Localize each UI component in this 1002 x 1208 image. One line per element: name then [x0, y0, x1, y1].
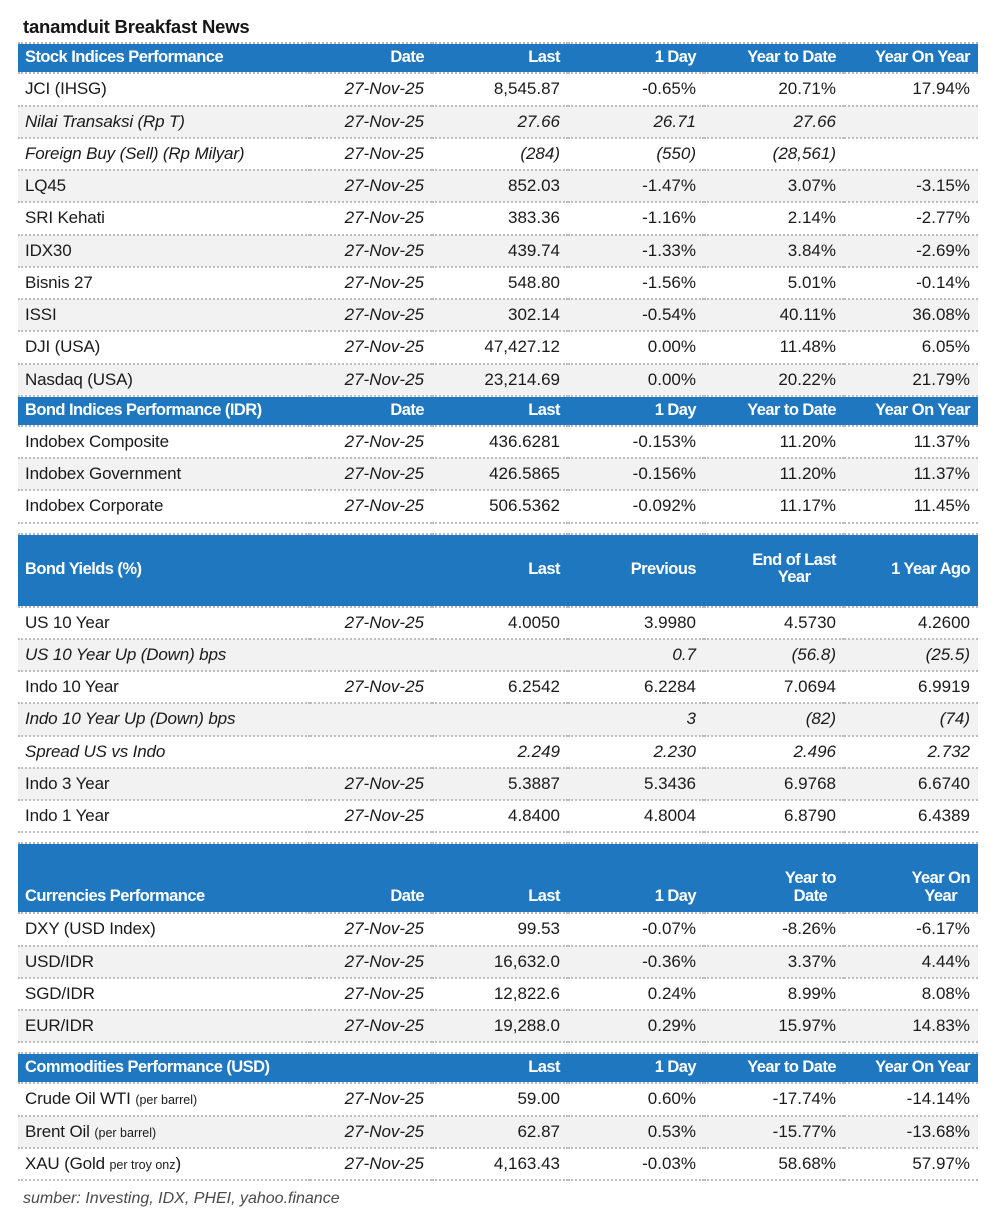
row-ytd: 4.5730: [704, 607, 844, 639]
row-1day: -1.16%: [568, 202, 704, 234]
row-1day: 6.2284: [568, 671, 704, 703]
table-row: [18, 138, 978, 170]
row-label: Brent Oil (per barrel): [18, 1116, 310, 1148]
row-label: Indo 10 Year Up (Down) bps: [18, 703, 310, 735]
row-label: USD/IDR: [18, 946, 310, 978]
row-date: 27-Nov-25: [310, 106, 432, 138]
row-date: 27-Nov-25: [310, 913, 432, 945]
row-date: 27-Nov-25: [310, 235, 432, 267]
col-header-commodities-last: Last: [432, 1053, 568, 1083]
row-yoy: 17.94%: [844, 73, 978, 105]
row-1day: 4.8004: [568, 800, 704, 832]
row-label: Bisnis 27: [18, 267, 310, 299]
row-label: XAU (Gold per troy onz): [18, 1148, 310, 1180]
row-yoy: 14.83%: [844, 1010, 978, 1042]
row-ytd: 11.20%: [704, 426, 844, 458]
row-yoy: 6.4389: [844, 800, 978, 832]
table-row: [18, 1010, 978, 1042]
table-row: [18, 170, 978, 202]
row-yoy: -3.15%: [844, 170, 978, 202]
row-yoy: -2.69%: [844, 235, 978, 267]
row-last: 8,545.87: [432, 73, 568, 105]
table-row: [18, 364, 978, 396]
table-row: [18, 202, 978, 234]
row-yoy: (25.5): [844, 639, 978, 671]
table-row: [18, 736, 978, 768]
table-row: [18, 490, 978, 522]
table-row: [18, 73, 978, 105]
section-header-currencies: [18, 843, 978, 913]
row-last: 4.8400: [432, 800, 568, 832]
source-note: sumber: Investing, IDX, PHEI, yahoo.finance: [23, 1190, 340, 1208]
section-header-bond-yields: [18, 534, 978, 607]
row-ytd: 6.9768: [704, 768, 844, 800]
section-title-commodities: Commodities Performance (USD): [18, 1053, 310, 1083]
table-row: [18, 1148, 978, 1180]
row-ytd: 40.11%: [704, 299, 844, 331]
row-last: 506.5362: [432, 490, 568, 522]
table-row: [18, 1116, 978, 1148]
row-yoy: 4.44%: [844, 946, 978, 978]
table-row: [18, 426, 978, 458]
row-ytd: -8.26%: [704, 913, 844, 945]
row-1day: 0.53%: [568, 1116, 704, 1148]
tables-body: [18, 43, 978, 1180]
row-date: [310, 703, 432, 735]
row-date: 27-Nov-25: [310, 138, 432, 170]
row-ytd: 2.496: [704, 736, 844, 768]
row-date: 27-Nov-25: [310, 946, 432, 978]
table-row: [18, 235, 978, 267]
row-1day: -0.65%: [568, 73, 704, 105]
row-last: 23,214.69: [432, 364, 568, 396]
table-row: [18, 913, 978, 945]
col-header-stock-indices-ytd: Year to Date: [704, 43, 844, 73]
col-header-commodities-ytd: Year to Date: [704, 1053, 844, 1083]
row-ytd: 11.48%: [704, 331, 844, 363]
row-1day: -0.153%: [568, 426, 704, 458]
row-ytd: 8.99%: [704, 978, 844, 1010]
section-spacer: [18, 523, 978, 534]
col-header-bond-indices-last: Last: [432, 396, 568, 426]
table-row: [18, 978, 978, 1010]
row-last: 383.36: [432, 202, 568, 234]
col-header-bond-indices-yoy: Year On Year: [844, 396, 978, 426]
row-1day: -0.54%: [568, 299, 704, 331]
row-last: 99.53: [432, 913, 568, 945]
row-yoy: -14.14%: [844, 1083, 978, 1115]
row-date: 27-Nov-25: [310, 170, 432, 202]
page-title: tanamduit Breakfast News: [23, 16, 250, 37]
row-yoy: 2.732: [844, 736, 978, 768]
row-1day: 0.29%: [568, 1010, 704, 1042]
row-date: 27-Nov-25: [310, 800, 432, 832]
table-row: [18, 607, 978, 639]
row-last: 436.6281: [432, 426, 568, 458]
row-label: Nasdaq (USA): [18, 364, 310, 396]
row-label: US 10 Year Up (Down) bps: [18, 639, 310, 671]
row-1day: 5.3436: [568, 768, 704, 800]
row-1day: -1.47%: [568, 170, 704, 202]
section-spacer: [18, 832, 978, 843]
row-date: 27-Nov-25: [310, 490, 432, 522]
row-ytd: -15.77%: [704, 1116, 844, 1148]
row-date: [310, 639, 432, 671]
row-ytd: 11.20%: [704, 458, 844, 490]
row-last: (284): [432, 138, 568, 170]
row-date: 27-Nov-25: [310, 1010, 432, 1042]
row-1day: -0.07%: [568, 913, 704, 945]
col-header-bond-yields-day: Previous: [568, 534, 704, 607]
row-yoy: [844, 138, 978, 170]
row-last: 302.14: [432, 299, 568, 331]
row-1day: 0.60%: [568, 1083, 704, 1115]
row-ytd: 3.07%: [704, 170, 844, 202]
row-label: SGD/IDR: [18, 978, 310, 1010]
row-date: 27-Nov-25: [310, 426, 432, 458]
row-date: 27-Nov-25: [310, 202, 432, 234]
row-ytd: 27.66: [704, 106, 844, 138]
row-last: 47,427.12: [432, 331, 568, 363]
table-row: [18, 267, 978, 299]
row-yoy: 4.2600: [844, 607, 978, 639]
row-label: Indobex Government: [18, 458, 310, 490]
row-ytd: 20.71%: [704, 73, 844, 105]
row-date: 27-Nov-25: [310, 1083, 432, 1115]
row-last: [432, 703, 568, 735]
row-yoy: (74): [844, 703, 978, 735]
table-row: [18, 639, 978, 671]
row-1day: 26.71: [568, 106, 704, 138]
section-header-stock-indices: [18, 43, 978, 73]
row-ytd: 20.22%: [704, 364, 844, 396]
row-label: Spread US vs Indo: [18, 736, 310, 768]
row-date: 27-Nov-25: [310, 73, 432, 105]
spacer-cell: [18, 832, 978, 843]
row-label: Indo 10 Year: [18, 671, 310, 703]
row-date: 27-Nov-25: [310, 671, 432, 703]
row-last: [432, 639, 568, 671]
col-header-bond-indices-day: 1 Day: [568, 396, 704, 426]
col-header-currencies-last: Last: [432, 843, 568, 913]
row-ytd: 5.01%: [704, 267, 844, 299]
row-yoy: 6.6740: [844, 768, 978, 800]
spacer-cell: [18, 523, 978, 534]
row-date: 27-Nov-25: [310, 1148, 432, 1180]
row-label: Nilai Transaksi (Rp T): [18, 106, 310, 138]
col-header-currencies-yoy: Year On Year: [844, 843, 978, 913]
row-ytd: 15.97%: [704, 1010, 844, 1042]
section-title-bond-indices: Bond Indices Performance (IDR): [18, 396, 310, 426]
row-label: DJI (USA): [18, 331, 310, 363]
section-header-commodities: [18, 1053, 978, 1083]
row-yoy: -0.14%: [844, 267, 978, 299]
row-1day: -1.33%: [568, 235, 704, 267]
row-yoy: 11.37%: [844, 458, 978, 490]
table-row: [18, 946, 978, 978]
col-header-currencies-date: Date: [310, 843, 432, 913]
row-1day: -0.36%: [568, 946, 704, 978]
row-last: 62.87: [432, 1116, 568, 1148]
row-label: SRI Kehati: [18, 202, 310, 234]
row-date: 27-Nov-25: [310, 331, 432, 363]
col-header-bond-yields-date: [310, 534, 432, 607]
spacer-cell: [18, 1042, 978, 1053]
row-ytd: 58.68%: [704, 1148, 844, 1180]
table-row: [18, 458, 978, 490]
row-date: 27-Nov-25: [310, 607, 432, 639]
row-last: 16,632.0: [432, 946, 568, 978]
row-date: 27-Nov-25: [310, 978, 432, 1010]
row-1day: 2.230: [568, 736, 704, 768]
row-yoy: -13.68%: [844, 1116, 978, 1148]
row-yoy: 6.05%: [844, 331, 978, 363]
row-last: 27.66: [432, 106, 568, 138]
row-label: Indo 3 Year: [18, 768, 310, 800]
row-yoy: -6.17%: [844, 913, 978, 945]
col-header-stock-indices-last: Last: [432, 43, 568, 73]
col-header-currencies-day: 1 Day: [568, 843, 704, 913]
row-ytd: (28,561): [704, 138, 844, 170]
row-label: Indobex Corporate: [18, 490, 310, 522]
row-last: 548.80: [432, 267, 568, 299]
row-label: EUR/IDR: [18, 1010, 310, 1042]
table-row: [18, 1083, 978, 1115]
col-header-currencies-ytd: Year to Date: [704, 843, 844, 913]
row-yoy: [844, 106, 978, 138]
row-date: 27-Nov-25: [310, 267, 432, 299]
row-last: 439.74: [432, 235, 568, 267]
row-ytd: -17.74%: [704, 1083, 844, 1115]
row-date: [310, 736, 432, 768]
row-yoy: 11.37%: [844, 426, 978, 458]
row-ytd: 6.8790: [704, 800, 844, 832]
col-header-stock-indices-yoy: Year On Year: [844, 43, 978, 73]
table-row: [18, 106, 978, 138]
col-header-bond-indices-ytd: Year to Date: [704, 396, 844, 426]
row-date: 27-Nov-25: [310, 768, 432, 800]
section-spacer: [18, 1042, 978, 1053]
row-label: JCI (IHSG): [18, 73, 310, 105]
row-label: LQ45: [18, 170, 310, 202]
row-date: 27-Nov-25: [310, 299, 432, 331]
row-1day: (550): [568, 138, 704, 170]
col-header-bond-yields-ytd: End of Last Year: [704, 534, 844, 607]
row-label: ISSI: [18, 299, 310, 331]
table-row: [18, 703, 978, 735]
row-last: 426.5865: [432, 458, 568, 490]
row-label: Indo 1 Year: [18, 800, 310, 832]
row-ytd: 3.37%: [704, 946, 844, 978]
row-1day: -0.03%: [568, 1148, 704, 1180]
financial-tables: [18, 42, 978, 1181]
row-1day: -0.092%: [568, 490, 704, 522]
row-yoy: -2.77%: [844, 202, 978, 234]
table-row: [18, 331, 978, 363]
row-label: IDX30: [18, 235, 310, 267]
table-row: [18, 800, 978, 832]
row-1day: 0.00%: [568, 331, 704, 363]
col-header-stock-indices-date: Date: [310, 43, 432, 73]
col-header-commodities-day: 1 Day: [568, 1053, 704, 1083]
row-label: DXY (USD Index): [18, 913, 310, 945]
row-yoy: 6.9919: [844, 671, 978, 703]
row-last: 2.249: [432, 736, 568, 768]
section-title-stock-indices: Stock Indices Performance: [18, 43, 310, 73]
row-1day: 0.24%: [568, 978, 704, 1010]
col-header-commodities-yoy: Year On Year: [844, 1053, 978, 1083]
row-last: 59.00: [432, 1083, 568, 1115]
row-label: Foreign Buy (Sell) (Rp Milyar): [18, 138, 310, 170]
row-date: 27-Nov-25: [310, 458, 432, 490]
row-label: Crude Oil WTI (per barrel): [18, 1083, 310, 1115]
row-1day: 0.7: [568, 639, 704, 671]
row-ytd: (56.8): [704, 639, 844, 671]
row-ytd: 7.0694: [704, 671, 844, 703]
row-last: 4,163.43: [432, 1148, 568, 1180]
col-header-bond-yields-last: Last: [432, 534, 568, 607]
row-1day: -0.156%: [568, 458, 704, 490]
row-ytd: 2.14%: [704, 202, 844, 234]
section-header-bond-indices: [18, 396, 978, 426]
row-yoy: 8.08%: [844, 978, 978, 1010]
row-last: 5.3887: [432, 768, 568, 800]
col-header-bond-yields-yoy: 1 Year Ago: [844, 534, 978, 607]
col-header-stock-indices-day: 1 Day: [568, 43, 704, 73]
row-yoy: 21.79%: [844, 364, 978, 396]
row-last: 4.0050: [432, 607, 568, 639]
table-row: [18, 768, 978, 800]
row-1day: -1.56%: [568, 267, 704, 299]
row-date: 27-Nov-25: [310, 364, 432, 396]
row-yoy: 36.08%: [844, 299, 978, 331]
col-header-commodities-date: [310, 1053, 432, 1083]
row-last: 12,822.6: [432, 978, 568, 1010]
section-title-bond-yields: Bond Yields (%): [18, 534, 310, 607]
section-title-currencies: Currencies Performance: [18, 843, 310, 913]
row-label: Indobex Composite: [18, 426, 310, 458]
row-1day: 3.9980: [568, 607, 704, 639]
row-last: 852.03: [432, 170, 568, 202]
row-ytd: 3.84%: [704, 235, 844, 267]
row-1day: 0.00%: [568, 364, 704, 396]
row-date: 27-Nov-25: [310, 1116, 432, 1148]
row-ytd: (82): [704, 703, 844, 735]
table-row: [18, 299, 978, 331]
row-1day: 3: [568, 703, 704, 735]
row-yoy: 57.97%: [844, 1148, 978, 1180]
col-header-bond-indices-date: Date: [310, 396, 432, 426]
row-last: 6.2542: [432, 671, 568, 703]
row-last: 19,288.0: [432, 1010, 568, 1042]
row-yoy: 11.45%: [844, 490, 978, 522]
row-ytd: 11.17%: [704, 490, 844, 522]
row-label: US 10 Year: [18, 607, 310, 639]
table-row: [18, 671, 978, 703]
